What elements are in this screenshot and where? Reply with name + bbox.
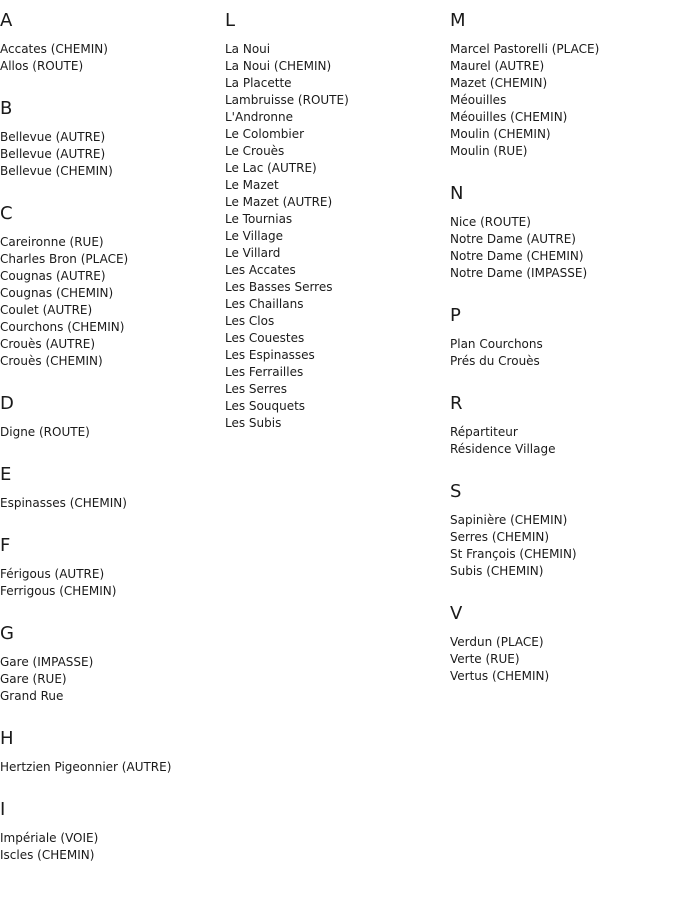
street-link[interactable]: Plan Courchons [450, 337, 543, 351]
street-link[interactable]: Moulin (CHEMIN) [450, 127, 551, 141]
street-link[interactable]: Les Basses Serres [225, 280, 333, 294]
letter-heading: B [0, 98, 13, 119]
street-link[interactable]: Le Village [225, 229, 283, 243]
street-link[interactable]: Mazet (CHEMIN) [450, 76, 548, 90]
street-link[interactable]: Répartiteur [450, 425, 518, 439]
street-link[interactable]: Le Tournias [225, 212, 293, 226]
street-link[interactable]: Bellevue (CHEMIN) [0, 164, 113, 178]
street-link[interactable]: Résidence Village [450, 442, 556, 456]
street-link[interactable]: La Placette [225, 76, 292, 90]
letter-group-b [0, 98, 220, 180]
letter-group-l [225, 10, 445, 432]
street-link[interactable]: Méouilles (CHEMIN) [450, 110, 568, 124]
letter-group-d [0, 393, 220, 441]
street-link[interactable]: Serres (CHEMIN) [450, 530, 550, 544]
letter-group-a [0, 10, 220, 75]
street-link[interactable]: Verte (RUE) [450, 652, 520, 666]
street-link[interactable]: Bellevue (AUTRE) [0, 147, 106, 161]
street-link[interactable]: Vertus (CHEMIN) [450, 669, 550, 683]
street-link[interactable]: Les Couestes [225, 331, 305, 345]
letter-heading: G [0, 623, 14, 644]
letter-heading: H [0, 728, 14, 749]
street-link[interactable]: Lambruisse (ROUTE) [225, 93, 349, 107]
letter-heading: L [225, 10, 236, 31]
street-link[interactable]: La Noui [225, 42, 271, 56]
street-link[interactable]: Crouès (CHEMIN) [0, 354, 103, 368]
street-link[interactable]: Digne (ROUTE) [0, 425, 90, 439]
street-link[interactable]: Les Espinasses [225, 348, 315, 362]
letter-group-i [0, 799, 220, 864]
letter-group-f [0, 535, 220, 600]
street-link[interactable]: Le Villard [225, 246, 281, 260]
street-index-column-1 [0, 10, 220, 887]
street-link[interactable]: Méouilles [450, 93, 507, 107]
street-link[interactable]: Grand Rue [0, 689, 64, 703]
street-link[interactable]: Careironne (RUE) [0, 235, 104, 249]
street-link[interactable]: La Noui (CHEMIN) [225, 59, 332, 73]
street-link[interactable]: Maurel (AUTRE) [450, 59, 545, 73]
letter-group-e [0, 464, 220, 512]
letter-heading: V [450, 603, 463, 624]
street-link[interactable]: Cougnas (AUTRE) [0, 269, 106, 283]
street-link[interactable]: Prés du Crouès [450, 354, 540, 368]
letter-group-c [0, 203, 220, 370]
street-link[interactable]: Courchons (CHEMIN) [0, 320, 125, 334]
street-link[interactable]: Notre Dame (CHEMIN) [450, 249, 584, 263]
street-link[interactable]: Cougnas (CHEMIN) [0, 286, 114, 300]
letter-group-m [450, 10, 670, 160]
street-link[interactable]: Férigous (AUTRE) [0, 567, 105, 581]
street-link[interactable]: Le Colombier [225, 127, 305, 141]
street-link[interactable]: Les Serres [225, 382, 287, 396]
street-link[interactable]: Hertzien Pigeonnier (AUTRE) [0, 760, 172, 774]
street-link[interactable]: Le Mazet [225, 178, 279, 192]
letter-heading: S [450, 481, 462, 502]
street-link[interactable]: Coulet (AUTRE) [0, 303, 93, 317]
street-link[interactable]: Espinasses (CHEMIN) [0, 496, 127, 510]
street-link[interactable]: Iscles (CHEMIN) [0, 848, 95, 862]
letter-group-g [0, 623, 220, 705]
street-link[interactable]: Crouès (AUTRE) [0, 337, 96, 351]
street-link[interactable]: Notre Dame (AUTRE) [450, 232, 576, 246]
street-link[interactable]: Gare (RUE) [0, 672, 67, 686]
street-link[interactable]: Nice (ROUTE) [450, 215, 531, 229]
letter-heading: M [450, 10, 466, 31]
street-link[interactable]: Les Subis [225, 416, 282, 430]
street-link[interactable]: Le Crouès [225, 144, 285, 158]
street-link[interactable]: Les Clos [225, 314, 275, 328]
letter-group-h [0, 728, 220, 776]
street-link[interactable]: Bellevue (AUTRE) [0, 130, 106, 144]
letter-heading: E [0, 464, 12, 485]
street-link[interactable]: Sapinière (CHEMIN) [450, 513, 568, 527]
letter-group-p [450, 305, 670, 370]
letter-heading: F [0, 535, 11, 556]
street-link[interactable]: Marcel Pastorelli (PLACE) [450, 42, 600, 56]
letter-group-v [450, 603, 670, 685]
street-link[interactable]: St François (CHEMIN) [450, 547, 577, 561]
street-link[interactable]: Charles Bron (PLACE) [0, 252, 129, 266]
street-link[interactable]: Le Lac (AUTRE) [225, 161, 317, 175]
street-link[interactable]: Gare (IMPASSE) [0, 655, 94, 669]
letter-heading: N [450, 183, 464, 204]
street-link[interactable]: Moulin (RUE) [450, 144, 528, 158]
letter-heading: P [450, 305, 461, 326]
letter-group-n [450, 183, 670, 282]
street-link[interactable]: Notre Dame (IMPASSE) [450, 266, 588, 280]
letter-heading: I [0, 799, 6, 820]
street-link[interactable]: L'Andronne [225, 110, 294, 124]
street-link[interactable]: Le Mazet (AUTRE) [225, 195, 333, 209]
street-index-column-3 [450, 10, 670, 708]
letter-heading: C [0, 203, 13, 224]
street-link[interactable]: Ferrigous (CHEMIN) [0, 584, 117, 598]
street-link[interactable]: Subis (CHEMIN) [450, 564, 544, 578]
street-link[interactable]: Accates (CHEMIN) [0, 42, 108, 56]
street-link[interactable]: Impériale (VOIE) [0, 831, 99, 845]
street-link[interactable]: Verdun (PLACE) [450, 635, 544, 649]
street-link[interactable]: Les Accates [225, 263, 296, 277]
letter-heading: D [0, 393, 14, 414]
letter-heading: A [0, 10, 13, 31]
street-link[interactable]: Les Ferrailles [225, 365, 304, 379]
street-link[interactable]: Allos (ROUTE) [0, 59, 84, 73]
letter-group-r [450, 393, 670, 458]
letter-heading: R [450, 393, 463, 414]
street-link[interactable]: Les Souquets [225, 399, 306, 413]
street-index-column-2 [225, 10, 445, 455]
letter-group-s [450, 481, 670, 580]
street-link[interactable]: Les Chaillans [225, 297, 304, 311]
